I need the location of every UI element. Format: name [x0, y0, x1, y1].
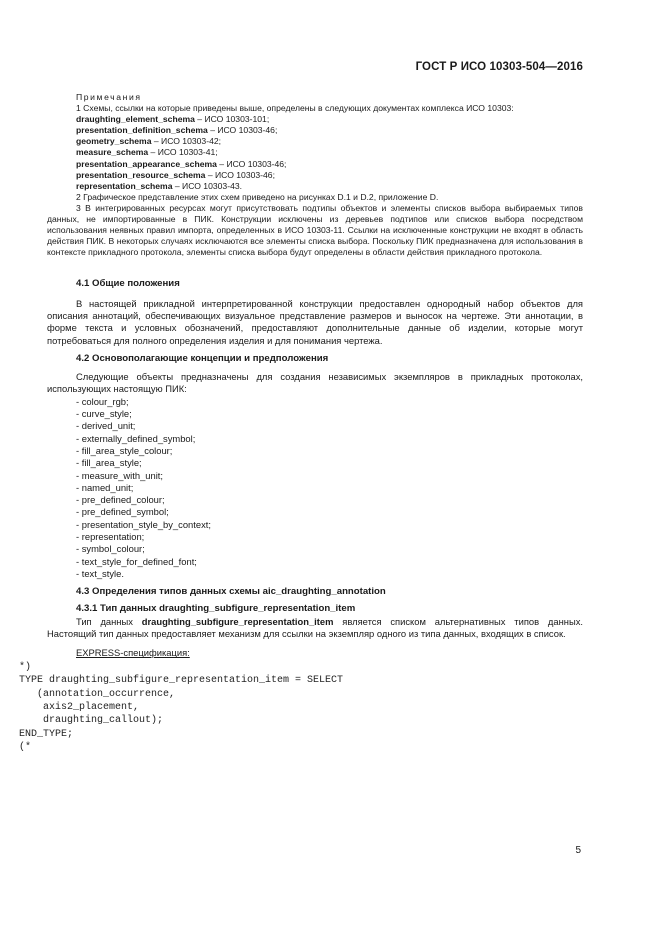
section-4-3-1-text: [47, 616, 583, 641]
schema-ref-item: [47, 181, 583, 192]
list-item: - text_style_for_defined_font;: [76, 555, 197, 567]
note-1-intro: 1 Схемы, ссылки на которые приведены выше, определены в следующих документах комплекса ИСО 10303:: [76, 103, 514, 114]
express-code-block: *) TYPE draughting_subfigure_representation_item = SELECT (annotation_occurrence, axis2_placement, draughting_callout); END_TYPE; (*: [19, 661, 344, 754]
note-3: 3 В интегрированных ресурсах могут присутствовать подтипы объектов и элементы списков выбора выбираемых типов данных, не импортированные в ПИК. Конструкции исключены из деревьев подтипов или списков выбора посредством использования неявных правил импорта, определенных в ИСО 10303-11. Ссылки на исключенные конструкции не входят в область действия ПИК. В некоторых случаях исключаются все элементы списка выбора. Поскольку ПИК предназначена для использования в контексте прикладного протокола, элементы списка выбора будут определены в области действия прикладного протокола.: [47, 202, 583, 258]
schema-name: draughting_element_schema: [76, 114, 195, 125]
express-spec-label: EXPRESS-спецификация:: [76, 647, 190, 659]
section-4-3-1-title: 4.3.1 Тип данных draughting_subfigure_representation_item: [76, 602, 356, 614]
schema-ref: – ИСО 10303-46;: [216, 158, 287, 169]
list-item: - externally_defined_symbol;: [76, 432, 196, 444]
schema-ref-item: [47, 159, 583, 170]
section-4-3-title: 4.3 Определения типов данных схемы aic_draughting_annotation: [76, 586, 386, 598]
schema-ref: – ИСО 10303-43.: [172, 180, 243, 191]
section-4-1-title: 4.1 Общие положения: [76, 278, 180, 290]
standard-header: ГОСТ Р ИСО 10303-504—2016: [415, 61, 583, 73]
list-item: - named_unit;: [76, 481, 134, 493]
entity-list: [47, 396, 583, 580]
list-item: - curve_style;: [76, 408, 132, 420]
list-item: - pre_defined_colour;: [76, 494, 165, 506]
list-item: - representation;: [76, 531, 145, 543]
schema-ref-item: [47, 125, 583, 136]
text-rest: является списком альтернативных типов данных. Настоящий тип данных предоставляет механизм для ссылки на экземпляр одного из типа данных, входящих в список.: [47, 615, 583, 640]
schema-ref: – ИСО 10303-41;: [148, 147, 218, 158]
list-item: - symbol_colour;: [76, 543, 145, 555]
schema-name: measure_schema: [76, 147, 149, 158]
schema-name: presentation_appearance_schema: [76, 158, 217, 169]
schema-ref-item: [47, 147, 583, 158]
schema-ref-item: [47, 114, 583, 125]
note-2: 2 Графическое представление этих схем приведено на рисунках D.1 и D.2, приложение D.: [76, 191, 439, 202]
list-item: - derived_unit;: [76, 420, 136, 432]
text-lead: Тип данных: [76, 615, 142, 627]
type-name: draughting_subfigure_representation_item: [141, 615, 334, 627]
list-item: - measure_with_unit;: [76, 469, 164, 481]
schema-name: geometry_schema: [76, 136, 152, 147]
schema-ref-item: [47, 136, 583, 147]
list-item: - text_style.: [76, 567, 124, 579]
schema-ref: – ИСО 10303-101;: [194, 114, 270, 125]
schema-name: presentation_resource_schema: [76, 169, 206, 180]
list-item: - pre_defined_symbol;: [76, 506, 169, 518]
list-item: - fill_area_style;: [76, 457, 142, 469]
schema-name: presentation_definition_schema: [76, 125, 208, 136]
schema-name: representation_schema: [76, 180, 173, 191]
list-item: - presentation_style_by_context;: [76, 518, 211, 530]
schema-ref: – ИСО 10303-46;: [207, 125, 278, 136]
list-item: - fill_area_style_colour;: [76, 444, 173, 456]
schema-ref: – ИСО 10303-42;: [151, 136, 222, 147]
section-4-1-text: В настоящей прикладной интерпретированной конструкции предоставлен однородный набор объектов для описания аннотаций, обеспечивающих визуальное представление размеров и выносок на чертеже. Эти аннотации, в форме текста и условных обозначений, предоставляют дополнительные данные об изделии, которые могут потребоваться для полного определения изделия и для понимания чертежа.: [47, 297, 583, 346]
page-number: 5: [575, 845, 581, 856]
page-content: [19, 92, 583, 755]
list-item: - colour_rgb;: [76, 395, 129, 407]
notes-heading: Примечания: [76, 92, 142, 102]
notes-block: [47, 92, 583, 258]
section-4-2-text: Следующие объекты предназначены для создания независимых экземпляров в прикладных протоколах, использующих настоящую ПИК:: [47, 371, 583, 395]
schema-ref: – ИСО 10303-46;: [205, 169, 275, 180]
section-4-2-title: 4.2 Основополагающие концепции и предположения: [76, 352, 329, 364]
schema-ref-item: [47, 170, 583, 181]
